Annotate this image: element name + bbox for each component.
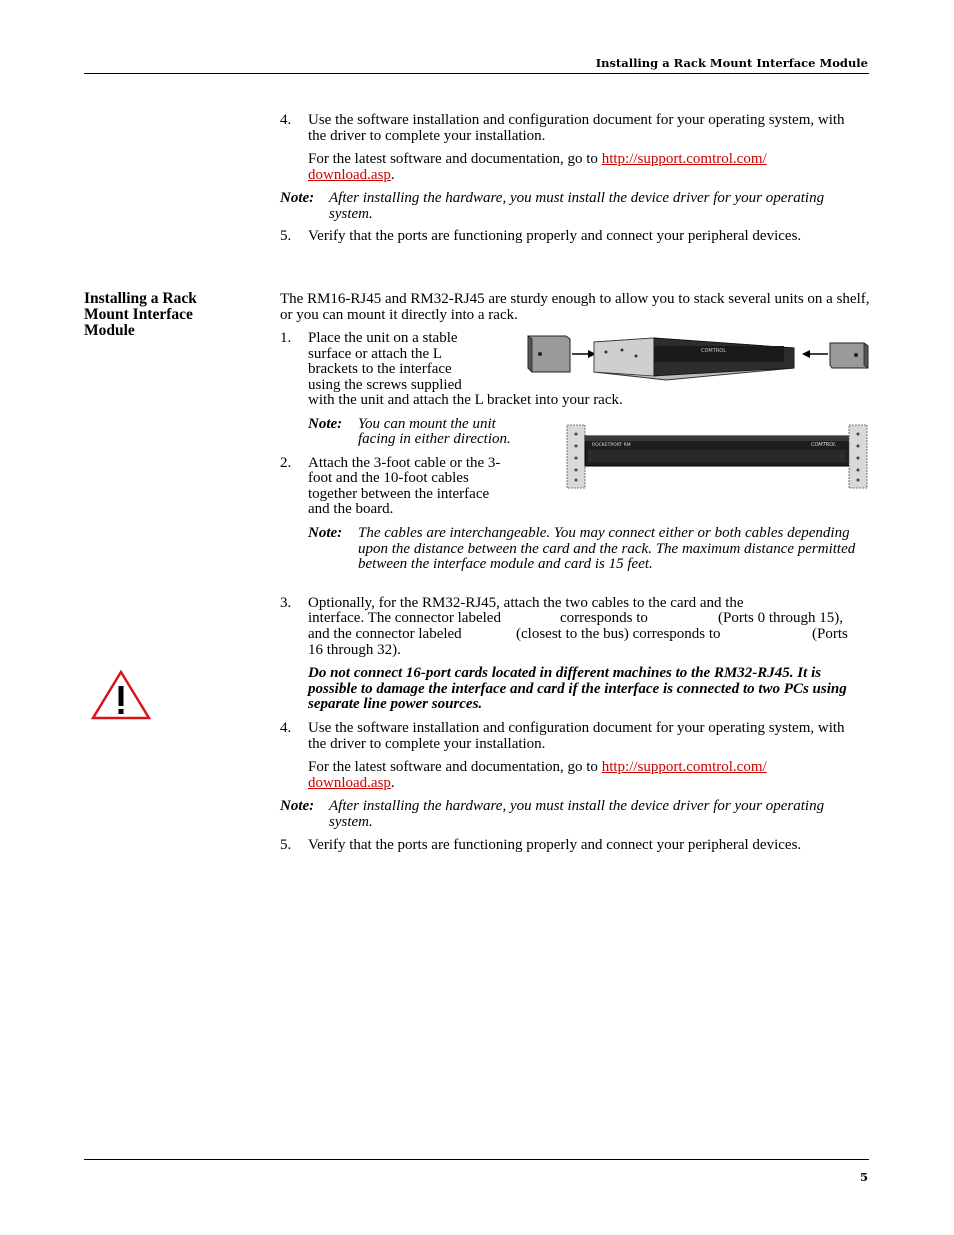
section-heading: Installing a Rack Mount Interface Module	[84, 290, 197, 339]
step-4-number: 4.	[280, 112, 292, 128]
install-step-1-line: Place the unit on a stable	[308, 330, 458, 346]
warning-text: Do not connect 16-port cards located in different machines to the RM32-RJ45. It is possible to damage the interface and card if the interface is connected to two PCs using separate line power sources.	[308, 665, 847, 713]
install-step-3-line: Optionally, for the RM32-RJ45, attach the two cables to the card and the	[308, 595, 744, 611]
page-number: 5	[859, 1170, 868, 1184]
svg-text:COMTROL: COMTROL	[811, 442, 836, 448]
left-l-bracket	[528, 336, 570, 372]
install-step-3-line: and the connector labeled	[308, 626, 462, 642]
note-3-label: Note:	[280, 798, 315, 814]
install-step-3-line: (Ports	[812, 626, 848, 642]
note-1-line: facing in either direction.	[358, 431, 511, 447]
install-step-3-line: corresponds to	[560, 610, 648, 626]
warning-triangle-icon	[90, 669, 152, 721]
step-5-number: 5.	[280, 228, 292, 244]
footer-rule	[84, 1159, 869, 1160]
install-step-1-line: with the unit and attach the L bracket into your rack.	[308, 392, 623, 408]
install-step-1-line: brackets to the interface	[308, 361, 452, 377]
svg-text:COMTROL: COMTROL	[701, 348, 726, 354]
download-paragraph-2	[308, 760, 863, 791]
download-link-cont[interactable]: download.asp	[308, 166, 391, 183]
note-2-label: Note:	[308, 525, 343, 541]
download-prefix: For the latest software and documentation, go to	[308, 759, 602, 775]
section-intro: The RM16-RJ45 and RM32-RJ45 are sturdy enough to allow you to stack several units on a shelf, or you can mount it directly into a rack.	[280, 291, 870, 323]
rack-unit-with-l-brackets-illustration	[526, 334, 870, 382]
download-paragraph	[308, 152, 863, 183]
rack-unit-body	[594, 338, 794, 380]
rack-rail-right	[849, 425, 867, 488]
install-step-3-number: 3.	[280, 595, 292, 611]
rack-unit-front	[585, 436, 849, 466]
download-suffix: .	[390, 774, 395, 791]
download-suffix: .	[390, 166, 395, 183]
running-header: Installing a Rack Mount Interface Module	[595, 56, 868, 70]
install-step-3-line: (Ports 0 through 15),	[718, 610, 843, 626]
install-step-1-line: using the screws supplied	[308, 377, 462, 393]
rack-rail-left	[567, 425, 585, 488]
install-step-3-line: 16 through 32).	[308, 642, 401, 658]
install-step-1-number: 1.	[280, 330, 292, 346]
install-step-2-line: and the board.	[308, 501, 394, 517]
svg-text:ROCKETPORT RM: ROCKETPORT RM	[592, 443, 631, 448]
header-rule	[84, 73, 869, 74]
download-link[interactable]: http://support.comtrol.com/	[601, 151, 767, 167]
install-step-2-line: together between the interface	[308, 486, 490, 502]
install-step-5-text: Verify that the ports are functioning properly and connect your peripheral devices.	[308, 837, 802, 853]
install-step-2-line: Attach the 3-foot cable or the 3-	[308, 455, 501, 471]
install-step-2-line: foot and the 10-foot cables	[308, 470, 469, 486]
note-1-line: You can mount the unit	[358, 416, 496, 432]
step-5-text: Verify that the ports are functioning properly and connect your peripheral devices.	[308, 228, 802, 244]
step-4-text: Use the software installation and configuration document for your operating system, with the driver to complete your installation.	[308, 112, 845, 144]
install-step-5-number: 5.	[280, 837, 292, 853]
install-step-1-line: surface or attach the L	[308, 346, 443, 362]
arrow-right-icon	[572, 350, 596, 358]
rack-unit-front-panel-illustration	[566, 424, 870, 490]
right-l-bracket	[830, 343, 868, 368]
download-link[interactable]: http://support.comtrol.com/	[601, 759, 767, 775]
install-step-3-line: interface. The connector labeled	[308, 610, 501, 626]
note-text: After installing the hardware, you must install the device driver for your operating system.	[329, 190, 825, 222]
download-prefix: For the latest software and documentation, go to	[308, 151, 602, 167]
install-step-2-number: 2.	[280, 455, 292, 471]
install-step-4-number: 4.	[280, 720, 292, 736]
note-label: Note:	[280, 190, 315, 206]
note-2-text: The cables are interchangeable. You may connect either or both cables depending upon the distance between the card and the rack. The maximum distance permitted between the interface module and card is 15 feet.	[358, 525, 856, 573]
note-3-text: After installing the hardware, you must install the device driver for your operating system.	[329, 798, 825, 830]
note-1-label: Note:	[308, 416, 343, 432]
download-link-cont[interactable]: download.asp	[308, 774, 391, 791]
install-step-3-line: (closest to the bus) corresponds to	[516, 626, 721, 642]
arrow-left-icon	[802, 350, 828, 358]
install-step-4-text: Use the software installation and configuration document for your operating system, with the driver to complete your installation.	[308, 720, 845, 752]
